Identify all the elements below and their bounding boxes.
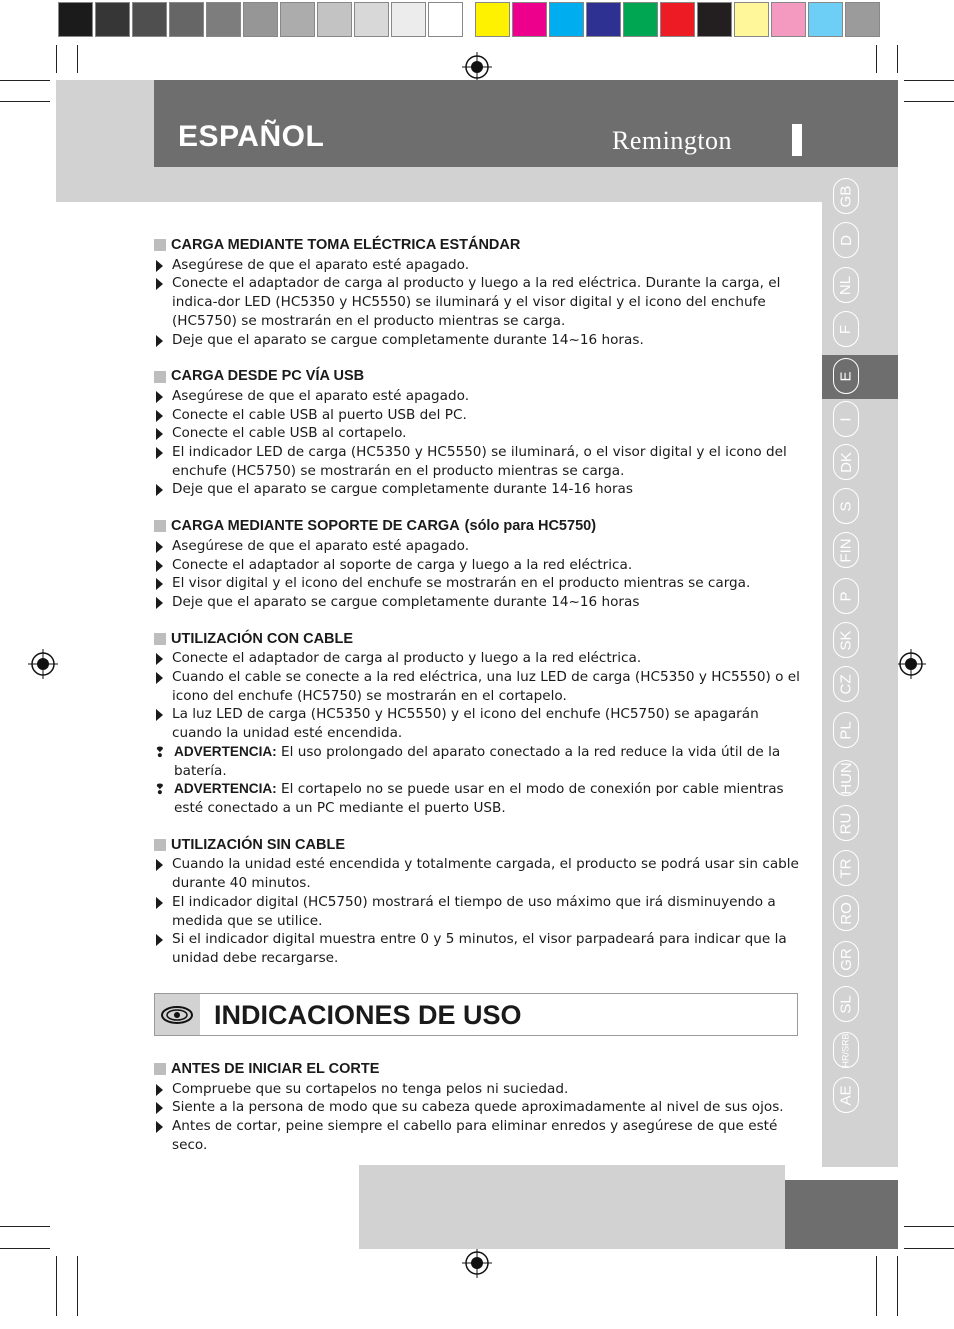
list-item (154, 574, 804, 593)
brand-logo-bar (792, 124, 802, 156)
list-item-text: Deje que el aparato se cargue completamente durante 14-16 horas (172, 481, 633, 498)
language-sidebar (822, 167, 898, 1167)
crop-mark (904, 101, 954, 102)
crop-mark (77, 1256, 78, 1316)
list-item (154, 893, 804, 930)
triangle-bullet-icon (156, 391, 163, 403)
section-title: UTILIZACIÓN SIN CABLE (171, 836, 345, 853)
language-tab-label: PL (837, 720, 855, 740)
usage-icon-box (155, 994, 200, 1035)
language-tab-label: E (837, 370, 855, 382)
language-tab-ro[interactable] (833, 895, 859, 931)
section-heading (154, 1060, 804, 1079)
list-item-text: Conecte el adaptador de carga al producto y luego a la red eléctrica. (172, 650, 642, 667)
gray-swatch (58, 2, 93, 37)
crop-mark (876, 1256, 877, 1316)
language-tab-label: I (837, 416, 855, 422)
section-heading (154, 517, 804, 536)
color-swatch (808, 2, 843, 37)
list-item-text: El visor digital y el icono del enchufe se mostrarán en el producto mientras se carga. (172, 575, 751, 592)
triangle-bullet-icon (156, 447, 163, 459)
section-title: CARGA MEDIANTE SOPORTE DE CARGA (171, 518, 460, 535)
crop-mark (0, 1226, 50, 1227)
color-swatch (475, 2, 510, 37)
list-item-text: Si el indicador digital muestra entre 0 y 5 minutos, el visor parpadeará para indicar que la unidad debe recargarse. (172, 931, 787, 966)
triangle-bullet-icon (156, 335, 163, 347)
triangle-bullet-icon (156, 1121, 163, 1133)
language-tab-cz[interactable] (833, 666, 859, 702)
square-bullet-icon (154, 239, 166, 251)
language-tab-label: D (837, 234, 855, 246)
list-item (154, 387, 804, 406)
triangle-bullet-icon (156, 934, 163, 946)
gray-swatch (317, 2, 352, 37)
crop-mark (0, 80, 50, 81)
color-swatch (623, 2, 658, 37)
language-tab-fin[interactable] (833, 532, 859, 568)
language-tab-label: RO (837, 901, 855, 925)
section-title: CARGA MEDIANTE TOMA ELÉCTRICA ESTÁNDAR (171, 237, 521, 253)
list-item-text: Asegúrese de que el aparato esté apagado. (172, 256, 470, 273)
list-item (154, 256, 804, 275)
list-item-text: La luz LED de carga (HC5350 y HC5550) y el icono del enchufe (HC5750) se apagarán cuando la unidad esté encendida. (172, 706, 759, 742)
gray-swatch (132, 2, 167, 37)
section-title: UTILIZACIÓN CON CABLE (171, 630, 354, 647)
crop-mark (77, 45, 78, 73)
footer-gray-band (359, 1165, 785, 1249)
section-title: CARGA DESDE PC VÍA USB (171, 368, 365, 385)
main-content (154, 236, 804, 968)
usage-title: INDICACIONES DE USO (214, 1000, 522, 1030)
language-tab-label: CZ (837, 674, 855, 694)
usage-content (154, 1060, 804, 1155)
language-tab-label: GR (837, 947, 855, 971)
warning-icon: ❢ (154, 744, 166, 761)
list-item-text: Compruebe que su cortapelos no tenga pelos ni suciedad. (172, 1080, 569, 1097)
color-swatch (512, 2, 547, 37)
crop-mark (904, 80, 954, 81)
language-tab-label: GB (837, 185, 855, 207)
warning-label: ADVERTENCIA: (174, 743, 277, 759)
language-tab-tr[interactable] (833, 850, 859, 886)
triangle-bullet-icon (156, 578, 163, 590)
language-tab-label: AE (837, 1084, 855, 1106)
language-tab-sl[interactable] (833, 986, 859, 1022)
language-tab-ru[interactable] (833, 805, 859, 841)
color-swatch (660, 2, 695, 37)
language-tab-label: DK (837, 451, 855, 473)
language-tab-nl[interactable] (833, 267, 859, 303)
gray-swatch (95, 2, 130, 37)
list-item (154, 537, 804, 556)
crop-mark (56, 1256, 57, 1316)
triangle-bullet-icon (156, 859, 163, 871)
triangle-bullet-icon (156, 1102, 163, 1114)
list-item-text: Cuando la unidad esté encendida y totalmente cargada, el producto se podrá usar sin cable durante 40 minutos. (172, 856, 799, 892)
warning-label: ADVERTENCIA: (174, 781, 277, 797)
triangle-bullet-icon (156, 260, 163, 272)
list-item (154, 406, 804, 425)
list-item (154, 1098, 804, 1117)
list-item-text: Siente a la persona de modo que su cabeza quede aproximadamente al nivel de sus ojos. (172, 1099, 784, 1116)
gray-swatch (391, 2, 426, 37)
language-tab-label: F (837, 324, 855, 334)
registration-mark-icon (28, 649, 58, 679)
triangle-bullet-icon (156, 541, 163, 553)
color-swatch (845, 2, 880, 37)
language-tab-gb[interactable] (833, 178, 859, 214)
color-swatch (734, 2, 769, 37)
language-tab-gr[interactable] (833, 941, 859, 977)
crop-mark (897, 45, 898, 73)
language-tab-label: NL (837, 275, 855, 295)
eye-icon (155, 994, 200, 1035)
list-item (154, 556, 804, 575)
crop-mark (0, 1248, 50, 1249)
language-tab-hun[interactable] (833, 760, 859, 796)
section-heading (154, 236, 804, 255)
triangle-bullet-icon (156, 278, 163, 290)
color-swatch (697, 2, 732, 37)
language-tab-e[interactable] (833, 358, 859, 394)
list-item (154, 855, 804, 892)
section-heading (154, 630, 804, 649)
gray-swatch (243, 2, 278, 37)
list-item-text: Asegúrese de que el aparato esté apagado. (172, 537, 470, 554)
warning-text: El cortapelo no se puede usar en el modo de conexión por cable mientras esté conectado a un PC mediante el puerto USB. (174, 781, 784, 816)
list-item (154, 424, 804, 443)
gray-swatch (206, 2, 241, 37)
triangle-bullet-icon (156, 897, 163, 909)
list-item (154, 443, 804, 480)
color-swatch (586, 2, 621, 37)
language-tab-i[interactable] (833, 401, 859, 437)
triangle-bullet-icon (156, 597, 163, 609)
crop-mark (56, 45, 57, 73)
language-tab-sk[interactable] (833, 622, 859, 658)
language-tab-ae[interactable] (833, 1077, 859, 1113)
language-tab-label: HUN (837, 761, 855, 795)
swatch-gap (465, 2, 475, 37)
list-item-text: Deje que el aparato se cargue completamente durante 14~16 horas. (172, 331, 644, 348)
usage-list (154, 1080, 804, 1155)
list-item (154, 649, 804, 668)
section-heading (154, 836, 804, 855)
list-item-text: Conecte el adaptador al soporte de carga y luego a la red eléctrica. (172, 556, 633, 573)
triangle-bullet-icon (156, 484, 163, 496)
language-tab-label: P (837, 590, 855, 602)
gray-swatch (169, 2, 204, 37)
registration-mark-icon (462, 1248, 492, 1278)
language-tab-label: S (837, 500, 855, 512)
list-item-text: El indicador LED de carga (HC5350 y HC5550) se iluminará, o el visor digital y el icono del enchufe (HC5750) se mostrarán en el producto mientras se carga. (172, 444, 787, 479)
color-swatch (549, 2, 584, 37)
list-item (154, 930, 804, 967)
list-item-text: Antes de cortar, peine siempre el cabello para eliminar enredos y asegúrese de que esté seco. (172, 1118, 778, 1153)
crop-mark (876, 45, 877, 73)
section-title: ANTES DE INICIAR EL CORTE (171, 1061, 380, 1077)
list-item-text: Conecte el cable USB al puerto USB del PC. (172, 406, 467, 423)
gray-swatch (280, 2, 315, 37)
list-item (154, 593, 804, 612)
list-item-text: El indicador digital (HC5750) mostrará el tiempo de uso máximo que irá disminuyendo a medida que se utilice. (172, 893, 776, 929)
section-subtitle: (sólo para HC5750) (464, 518, 597, 535)
warning-icon: ❢ (154, 782, 166, 799)
crop-mark (904, 1248, 954, 1249)
language-tab-label: SL (837, 994, 855, 1014)
list-item (154, 668, 804, 705)
language-tab-label: RU (837, 812, 855, 834)
triangle-bullet-icon (156, 709, 163, 721)
language-tab-label: TR (837, 858, 855, 878)
footer-page-box (785, 1180, 898, 1249)
color-calibration-bar (58, 2, 882, 37)
list-item-text: Conecte el adaptador de carga al producto y luego a la red eléctrica. Durante la carga, el indica-dor LED (HC5350 y HC5550) se iluminará y el visor digital y el icono del enchufe (HC5750) se mostrarán en el producto mientras se carga. (172, 275, 781, 329)
triangle-bullet-icon (156, 560, 163, 572)
list-item-text: Asegúrese de que el aparato esté apagado. (172, 387, 470, 404)
language-tab-f[interactable] (833, 311, 859, 347)
page-title: ESPAÑOL (178, 120, 325, 153)
brand-logo: Remington (612, 126, 733, 155)
list-item (154, 1117, 804, 1154)
square-bullet-icon (154, 839, 166, 851)
list-item (154, 331, 804, 350)
registration-mark-icon (896, 649, 926, 679)
warning (154, 780, 804, 817)
square-bullet-icon (154, 633, 166, 645)
triangle-bullet-icon (156, 428, 163, 440)
language-tab-label: FIN (837, 537, 855, 563)
gray-swatch (354, 2, 389, 37)
triangle-bullet-icon (156, 1084, 163, 1096)
list-item (154, 480, 804, 499)
triangle-bullet-icon (156, 672, 163, 684)
square-bullet-icon (154, 371, 166, 383)
list-item (154, 1080, 804, 1099)
list-item-text: Conecte el cable USB al cortapelo. (172, 425, 407, 442)
warning-text: El uso prolongado del aparato conectado a la red reduce la vida útil de la batería. (174, 743, 781, 779)
color-swatch (771, 2, 806, 37)
crop-mark (904, 1226, 954, 1227)
language-tab-pl[interactable] (833, 712, 859, 748)
list-item (154, 274, 804, 330)
language-tab-dk[interactable] (833, 444, 859, 480)
section-heading (154, 367, 804, 386)
crop-mark (0, 101, 50, 102)
language-tab-d[interactable] (833, 222, 859, 258)
language-tab-hr-srb[interactable] (833, 1032, 859, 1068)
language-tab-label: SK (837, 629, 855, 651)
triangle-bullet-icon (156, 410, 163, 422)
crop-mark (897, 1256, 898, 1316)
square-bullet-icon (154, 520, 166, 532)
triangle-bullet-icon (156, 653, 163, 665)
registration-mark-icon (462, 52, 492, 82)
warning (154, 743, 804, 780)
language-tab-label: HR/SRB (840, 1032, 851, 1068)
language-tab-p[interactable] (833, 578, 859, 614)
square-bullet-icon (154, 1063, 166, 1075)
gray-swatch (428, 2, 463, 37)
list-item-text: Deje que el aparato se cargue completamente durante 14~16 horas (172, 593, 640, 610)
list-item (154, 705, 804, 742)
language-tab-s[interactable] (833, 488, 859, 524)
list-item-text: Cuando el cable se conecte a la red eléctrica, una luz LED de carga (HC5350 y HC5550) o el icono del enchufe (HC5750) se mostrarán en el cortapelo. (172, 669, 800, 704)
